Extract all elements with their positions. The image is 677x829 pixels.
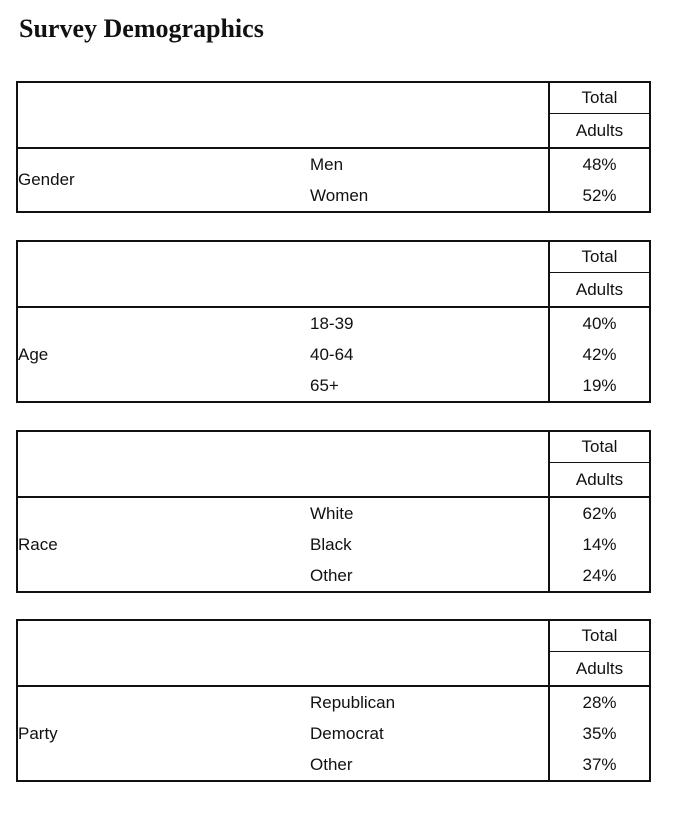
column-header-total: Total bbox=[549, 82, 650, 114]
row-label: 40-64 bbox=[310, 344, 354, 364]
category-label: Race bbox=[18, 534, 58, 554]
row-label: Republican bbox=[310, 692, 396, 712]
row-value: 14% bbox=[549, 529, 650, 560]
row-label: Women bbox=[310, 185, 369, 205]
race-table bbox=[16, 430, 651, 593]
row-value: 42% bbox=[549, 339, 650, 370]
header-blank-cell bbox=[17, 82, 549, 148]
header-row bbox=[17, 82, 650, 114]
column-header-total: Total bbox=[549, 620, 650, 652]
row-value: 37% bbox=[549, 749, 650, 781]
column-header-adults: Adults bbox=[549, 114, 650, 149]
row-label: Black bbox=[310, 534, 352, 554]
row-value: 24% bbox=[549, 560, 650, 592]
header-blank-cell bbox=[17, 620, 549, 686]
row-label: 65+ bbox=[310, 375, 339, 395]
gender-table bbox=[16, 81, 651, 213]
header-row bbox=[17, 241, 650, 273]
category-label: Age bbox=[18, 344, 49, 364]
table-row bbox=[17, 497, 650, 529]
row-label: White bbox=[310, 503, 354, 523]
header-row bbox=[17, 431, 650, 463]
table-row bbox=[17, 307, 650, 339]
column-header-adults: Adults bbox=[549, 463, 650, 498]
category-label: Party bbox=[18, 723, 58, 743]
row-value: 62% bbox=[549, 497, 650, 529]
row-label: Men bbox=[310, 154, 344, 174]
header-blank-cell bbox=[17, 431, 549, 497]
row-label: 18-39 bbox=[310, 313, 354, 333]
row-value: 35% bbox=[549, 718, 650, 749]
header-row bbox=[17, 620, 650, 652]
row-value: 40% bbox=[549, 307, 650, 339]
page-title: Survey Demographics bbox=[19, 14, 264, 43]
age-table bbox=[16, 240, 651, 403]
row-value: 19% bbox=[549, 370, 650, 402]
row-label: Other bbox=[310, 565, 353, 585]
table-row bbox=[17, 686, 650, 718]
column-header-total: Total bbox=[549, 241, 650, 273]
row-value: 52% bbox=[549, 180, 650, 212]
table-row bbox=[17, 148, 650, 180]
column-header-total: Total bbox=[549, 431, 650, 463]
column-header-adults: Adults bbox=[549, 273, 650, 308]
party-table bbox=[16, 619, 651, 782]
row-label: Democrat bbox=[310, 723, 384, 743]
header-blank-cell bbox=[17, 241, 549, 307]
row-value: 48% bbox=[549, 148, 650, 180]
row-value: 28% bbox=[549, 686, 650, 718]
category-label: Gender bbox=[18, 170, 75, 189]
column-header-adults: Adults bbox=[549, 652, 650, 687]
row-label: Other bbox=[310, 754, 353, 774]
